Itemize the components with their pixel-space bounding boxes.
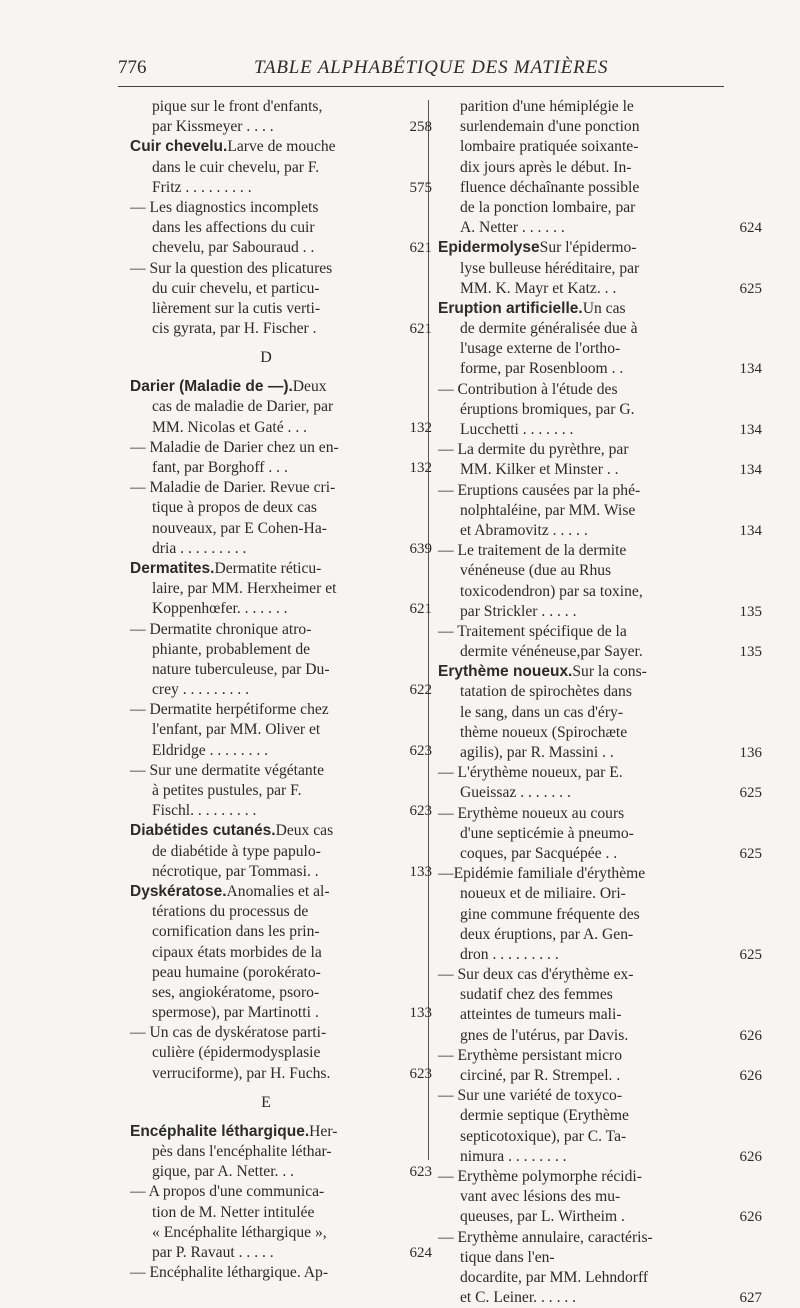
page-header xyxy=(118,57,724,85)
page-reference: 624 xyxy=(409,1244,432,1261)
index-line xyxy=(438,905,712,925)
index-line xyxy=(130,842,402,862)
page-reference: 134 xyxy=(739,422,762,438)
entry-text: et C. Leiner. . . . . . xyxy=(460,1289,577,1307)
entry-text: docardite, par MM. Lehndorff xyxy=(460,1268,649,1286)
entry-text: d'une septicémie à pneumo- xyxy=(460,824,634,842)
index-line xyxy=(438,1046,712,1066)
page-reference: 626 xyxy=(739,1148,762,1165)
entry-text: atteintes de tumeurs mali- xyxy=(460,1006,622,1024)
page-reference: 132 xyxy=(409,460,432,476)
entry-text: du cuir chevelu, et particu- xyxy=(152,279,320,297)
index-line xyxy=(130,319,432,339)
entry-text: — Un cas de dyskératose parti- xyxy=(130,1024,327,1042)
page-number: 776 xyxy=(118,57,147,78)
entry-text: A. Netter . . . . . . xyxy=(460,219,565,237)
entry-text: — Sur une dermatite végétante xyxy=(130,761,324,779)
entry-text: ses, angiokératome, psoro- xyxy=(152,983,320,1001)
index-line xyxy=(438,259,712,279)
index-line xyxy=(130,862,432,882)
section-letter: D xyxy=(260,349,272,367)
page-reference: 622 xyxy=(409,682,432,699)
index-line xyxy=(130,458,432,478)
entry-text: à petites pustules, par F. xyxy=(152,782,302,799)
index-line xyxy=(438,380,712,400)
index-line xyxy=(130,198,402,218)
index-line xyxy=(438,501,712,521)
index-line xyxy=(130,377,402,397)
entry-text: par Strickler . . . . . xyxy=(460,602,577,620)
entry-text: cipaux états morbides de la xyxy=(152,943,322,961)
entry-text: Anomalies et al- xyxy=(226,882,330,900)
index-line xyxy=(438,763,712,783)
entry-text: cas de maladie de Darier, par xyxy=(152,398,334,416)
entry-text: dron . . . . . . . . . xyxy=(460,945,559,963)
entry-text: dix jours après le début. In- xyxy=(460,158,632,176)
index-line xyxy=(130,1223,402,1243)
index-line xyxy=(130,1243,432,1263)
entry-text: culière (épidermodysplasie xyxy=(152,1044,321,1062)
entry-text: verruciforme), par H. Fuchs. xyxy=(152,1064,331,1082)
index-line xyxy=(438,1288,762,1308)
entry-text: « Encéphalite léthargique », xyxy=(152,1223,327,1241)
entry-text: nature tuberculeuse, par Du- xyxy=(152,660,330,678)
page-reference: 136 xyxy=(739,745,762,761)
index-line xyxy=(130,700,402,720)
index-line xyxy=(130,599,432,619)
entry-text: coques, par Sacquépée . . xyxy=(460,844,618,862)
index-line xyxy=(438,158,712,178)
index-line xyxy=(438,783,762,803)
index-line xyxy=(438,925,712,945)
index-line xyxy=(130,1064,432,1084)
index-line xyxy=(130,922,402,942)
index-line xyxy=(130,279,402,299)
page-reference: 623 xyxy=(409,803,432,820)
entry-text: Koppenhœfer. . . . . . . xyxy=(152,600,288,618)
entry-heading: Epidermolyse xyxy=(438,239,540,257)
entry-text: MM. Kilker et Minster . . xyxy=(460,461,619,479)
index-line xyxy=(438,1106,712,1126)
index-line xyxy=(438,662,712,682)
entry-text: dans les affections du cuir xyxy=(152,219,315,237)
index-line xyxy=(438,864,712,884)
index-line xyxy=(130,579,402,599)
index-line xyxy=(438,965,712,985)
entry-text: fluence déchaînante possible xyxy=(460,178,640,196)
entry-text: Sur l'épidermo- xyxy=(539,239,637,257)
page-reference: 575 xyxy=(409,179,432,196)
index-line xyxy=(438,137,712,157)
index-line xyxy=(438,743,762,763)
entry-text: septicotoxique), par C. Ta- xyxy=(460,1127,627,1145)
entry-text: Dermatite réticu- xyxy=(214,559,322,577)
index-line xyxy=(438,541,712,561)
index-line xyxy=(130,117,432,137)
entry-text: noueux et de miliaire. Ori- xyxy=(460,885,626,903)
index-line xyxy=(438,1187,712,1207)
index-line xyxy=(130,299,402,319)
page-reference: 626 xyxy=(739,1068,762,1084)
index-line xyxy=(130,418,432,438)
index-line xyxy=(130,438,402,458)
entry-heading: Darier (Maladie de —). xyxy=(130,378,293,396)
index-line xyxy=(130,781,402,801)
index-line xyxy=(438,198,712,218)
entry-text: — Sur deux cas d'érythème ex- xyxy=(438,966,634,984)
index-line xyxy=(438,844,762,864)
index-line xyxy=(438,642,762,662)
index-line xyxy=(130,1182,402,1202)
index-line xyxy=(130,902,402,922)
entry-text: fant, par Borghoff . . . xyxy=(152,459,288,476)
right-column xyxy=(438,97,762,1308)
entry-text: —Epidémie familiale d'érythème xyxy=(438,865,646,883)
index-line xyxy=(438,1086,712,1106)
index-line xyxy=(438,1147,762,1167)
entry-text: MM. Nicolas et Gaté . . . xyxy=(152,418,308,436)
index-line xyxy=(130,660,402,680)
section-letter: E xyxy=(261,1093,271,1111)
left-column xyxy=(130,97,432,1283)
entry-text: cis gyrata, par H. Fischer . xyxy=(152,320,317,338)
entry-text: Deux cas xyxy=(275,822,334,840)
entry-text: le sang, dans un cas d'éry- xyxy=(460,703,624,721)
entry-text: — Erythème persistant micro xyxy=(438,1046,623,1064)
index-line xyxy=(130,720,402,740)
entry-text: vénéneuse (due au Rhus xyxy=(460,562,612,580)
entry-text: gine commune fréquente des xyxy=(460,905,640,923)
index-line xyxy=(438,339,712,359)
index-line xyxy=(130,478,402,498)
entry-text: gique, par A. Netter. . . xyxy=(152,1163,295,1181)
page-reference: 626 xyxy=(739,1027,762,1044)
entry-text: Her- xyxy=(309,1122,338,1140)
index-line xyxy=(438,884,712,904)
entry-text: — Erythème annulaire, caractéris- xyxy=(438,1228,653,1246)
index-line xyxy=(438,1066,762,1086)
entry-text: dria . . . . . . . . . xyxy=(152,539,247,557)
index-line xyxy=(438,117,712,137)
entry-text: — Sur la question des plicatures xyxy=(130,259,333,277)
index-line xyxy=(438,1248,712,1268)
entry-text: — Eruptions causées par la phé- xyxy=(438,481,641,499)
entry-text: Deux xyxy=(292,378,327,396)
page-reference: 135 xyxy=(739,603,762,620)
index-line xyxy=(438,1026,762,1046)
entry-text: Fischl. . . . . . . . . xyxy=(152,802,257,820)
entry-heading: Diabétides cutanés. xyxy=(130,822,276,840)
entry-text: pique sur le front d'enfants, xyxy=(152,98,323,115)
index-line xyxy=(130,680,432,700)
entry-text: nimura . . . . . . . . xyxy=(460,1147,567,1165)
entry-text: — L'érythème noueux, par E. xyxy=(438,764,623,782)
entry-text: circiné, par R. Strempel. . xyxy=(460,1067,621,1084)
index-line xyxy=(130,943,402,963)
index-line xyxy=(438,602,762,622)
entry-text: lièrement sur la cutis verti- xyxy=(152,299,321,317)
entry-text: tique dans l'en- xyxy=(460,1248,555,1266)
index-line xyxy=(130,1142,402,1162)
page-reference: 627 xyxy=(739,1290,762,1307)
page-reference: 625 xyxy=(739,946,762,963)
page-reference: 625 xyxy=(739,785,762,802)
entry-text: spermose), par Martinotti . xyxy=(152,1004,319,1022)
entry-text: gnes de l'utérus, par Davis. xyxy=(460,1026,629,1044)
entry-heading: Eruption artificielle. xyxy=(438,299,583,317)
entry-text: MM. K. Mayr et Katz. . . xyxy=(460,279,617,297)
entry-text: Eldridge . . . . . . . . xyxy=(152,741,269,759)
index-line xyxy=(438,985,712,1005)
index-line xyxy=(438,1167,712,1187)
index-line xyxy=(438,460,762,480)
index-line xyxy=(130,801,432,821)
index-line xyxy=(130,761,402,781)
page-reference: 621 xyxy=(409,240,432,257)
index-line xyxy=(438,299,712,319)
page-reference: 135 xyxy=(739,644,762,661)
entry-text: — La dermite du pyrèthre, par xyxy=(438,441,629,459)
entry-text: — Le traitement de la dermite xyxy=(438,542,627,560)
index-line xyxy=(130,640,402,660)
index-line xyxy=(438,1127,712,1147)
index-line xyxy=(438,400,712,420)
page-reference: 621 xyxy=(409,601,432,618)
index-line xyxy=(438,703,712,723)
entry-text: toxicodendron) par sa toxine, xyxy=(460,582,643,600)
entry-heading: Encéphalite léthargique. xyxy=(130,1122,310,1140)
index-line xyxy=(438,481,712,501)
index-line xyxy=(130,620,402,640)
entry-text: vant avec lésions des mu- xyxy=(460,1188,621,1206)
index-line xyxy=(438,804,712,824)
entry-text: dermie septique (Erythème xyxy=(460,1107,629,1125)
entry-text: dans le cuir chevelu, par F. xyxy=(152,158,320,176)
entry-text: thème noueux (Spirochæte xyxy=(460,723,628,741)
entry-text: par Kissmeyer . . . . xyxy=(152,118,274,136)
index-line xyxy=(130,559,402,579)
index-line xyxy=(438,582,712,602)
entry-text: — Encéphalite léthargique. Ap- xyxy=(130,1264,329,1282)
index-line xyxy=(130,1122,402,1142)
index-line xyxy=(438,440,712,460)
index-line xyxy=(130,178,432,198)
entry-text: de diabétide à type papulo- xyxy=(152,842,321,860)
page-reference: 626 xyxy=(739,1209,762,1226)
index-line xyxy=(130,983,402,1003)
page-reference: 133 xyxy=(409,863,432,880)
entry-text: — Contribution à l'étude des xyxy=(438,380,618,398)
entry-text: — Sur une variété de toxyco- xyxy=(438,1087,623,1105)
entry-text: agilis), par R. Massini . . xyxy=(460,744,614,761)
entry-text: crey . . . . . . . . . xyxy=(152,681,250,699)
entry-text: Un cas xyxy=(582,299,626,317)
index-line xyxy=(130,218,402,238)
entry-text: lombaire pratiquée soixante- xyxy=(460,138,639,156)
entry-text: cornification dans les prin- xyxy=(152,923,320,941)
index-line xyxy=(438,824,712,844)
entry-text: surlendemain d'une ponction xyxy=(460,118,640,136)
column-divider xyxy=(428,100,429,1160)
entry-text: sudatif chez des femmes xyxy=(460,986,613,1004)
page-reference: 623 xyxy=(409,1065,432,1082)
entry-text: queuses, par L. Wirtheim . xyxy=(460,1208,625,1226)
index-line xyxy=(438,420,762,440)
entry-text: de la ponction lombaire, par xyxy=(460,198,636,216)
entry-text: phiante, probablement de xyxy=(152,640,311,658)
index-line xyxy=(438,218,762,238)
index-line xyxy=(130,1043,402,1063)
index-line xyxy=(130,1003,432,1023)
entry-text: térations du processus de xyxy=(152,903,309,921)
index-line xyxy=(438,561,712,581)
entry-text: parition d'une hémiplégie le xyxy=(460,98,634,115)
index-line xyxy=(438,178,712,198)
index-line xyxy=(438,359,762,379)
index-line xyxy=(438,945,762,965)
page-reference: 134 xyxy=(739,462,762,479)
index-line xyxy=(130,1023,402,1043)
entry-text: nouveaux, par E Cohen-Ha- xyxy=(152,519,327,537)
entry-heading: Dyskératose. xyxy=(130,882,227,900)
entry-text: laire, par MM. Herxheimer et xyxy=(152,580,337,598)
entry-text: — Traitement spécifique de la xyxy=(438,622,627,640)
page-reference: 132 xyxy=(409,419,432,436)
entry-text: — Les diagnostics incomplets xyxy=(130,198,319,216)
index-line xyxy=(438,1005,712,1025)
entry-heading: Cuir chevelu. xyxy=(130,138,228,156)
entry-text: Gueissaz . . . . . . . xyxy=(460,784,571,802)
index-line xyxy=(130,137,402,157)
index-line xyxy=(438,682,712,702)
page-reference: 134 xyxy=(739,522,762,539)
index-line xyxy=(438,1268,712,1288)
index-line xyxy=(130,397,402,417)
index-line xyxy=(130,539,432,559)
index-line xyxy=(130,238,432,258)
entry-text: peau humaine (porokérato- xyxy=(152,963,321,981)
index-line xyxy=(438,1228,712,1248)
entry-text: lyse bulleuse héréditaire, par xyxy=(460,259,640,277)
entry-text: — Erythème polymorphe récidi- xyxy=(438,1167,642,1185)
index-line xyxy=(438,279,762,299)
entry-text: — Maladie de Darier chez un en- xyxy=(130,438,339,456)
index-line xyxy=(130,882,402,902)
page-reference: 625 xyxy=(739,845,762,862)
index-line xyxy=(130,158,402,178)
index-line xyxy=(130,259,402,279)
index-line xyxy=(438,319,712,339)
entry-text: Lucchetti . . . . . . . xyxy=(460,421,574,438)
entry-heading: Dermatites. xyxy=(130,559,215,577)
index-line xyxy=(130,963,402,983)
page-reference: 134 xyxy=(739,361,762,378)
entry-text: tique à propos de deux cas xyxy=(152,499,317,517)
entry-text: chevelu, par Sabouraud . . xyxy=(152,239,315,257)
page-reference: 639 xyxy=(409,540,432,557)
entry-text: — A propos d'une communica- xyxy=(130,1183,325,1201)
entry-text: — Maladie de Darier. Revue cri- xyxy=(130,479,336,497)
page-reference: 621 xyxy=(409,321,432,338)
entry-text: nécrotique, par Tommasi. . xyxy=(152,862,319,880)
entry-text: pès dans l'encéphalite léthar- xyxy=(152,1143,332,1160)
index-line xyxy=(438,238,712,258)
index-line xyxy=(438,97,712,117)
page-reference: 133 xyxy=(409,1005,432,1022)
entry-text: — Erythème noueux au cours xyxy=(438,804,625,822)
entry-text: Fritz . . . . . . . . . xyxy=(152,178,252,196)
index-line xyxy=(130,519,402,539)
entry-text: forme, par Rosenbloom . . xyxy=(460,360,624,378)
index-line xyxy=(130,1203,402,1223)
index-line xyxy=(130,741,432,761)
page-reference: 624 xyxy=(739,220,762,237)
entry-text: tion de M. Netter intitulée xyxy=(152,1203,315,1221)
index-line xyxy=(438,1207,762,1227)
index-line xyxy=(130,1263,402,1283)
entry-text: dermite vénéneuse,par Sayer. xyxy=(460,643,643,661)
index-line xyxy=(438,521,762,541)
index-line xyxy=(130,821,402,841)
entry-text: et Abramovitz . . . . . xyxy=(460,521,588,539)
page-reference: 625 xyxy=(739,280,762,297)
entry-text: éruptions bromiques, par G. xyxy=(460,400,635,418)
entry-heading: Erythème noueux. xyxy=(438,663,573,681)
index-line xyxy=(130,498,402,518)
entry-text: — Dermatite herpétiforme chez xyxy=(130,701,329,719)
page-reference: 623 xyxy=(409,742,432,759)
index-line xyxy=(438,622,712,642)
entry-text: l'usage externe de l'ortho- xyxy=(460,340,621,358)
entry-text: par P. Ravaut . . . . . xyxy=(152,1243,274,1261)
entry-text: l'enfant, par MM. Oliver et xyxy=(152,721,321,739)
entry-text: nolphtaléine, par MM. Wise xyxy=(460,501,636,519)
page-reference: 623 xyxy=(409,1164,432,1181)
index-line xyxy=(438,723,712,743)
entry-text: Sur la cons- xyxy=(572,663,647,681)
entry-text: Larve de mouche xyxy=(227,138,336,156)
header-rule xyxy=(118,86,724,87)
entry-text: tatation de spirochètes dans xyxy=(460,683,632,701)
entry-text: deux éruptions, par A. Gen- xyxy=(460,925,634,943)
index-line xyxy=(130,97,402,117)
entry-text: de dermite généralisée due à xyxy=(460,320,638,338)
entry-text: — Dermatite chronique atro- xyxy=(130,620,312,638)
running-title: TABLE ALPHABÉTIQUE DES MATIÈRES xyxy=(254,57,609,78)
index-line xyxy=(130,1162,432,1182)
page-reference: 258 xyxy=(409,119,432,136)
